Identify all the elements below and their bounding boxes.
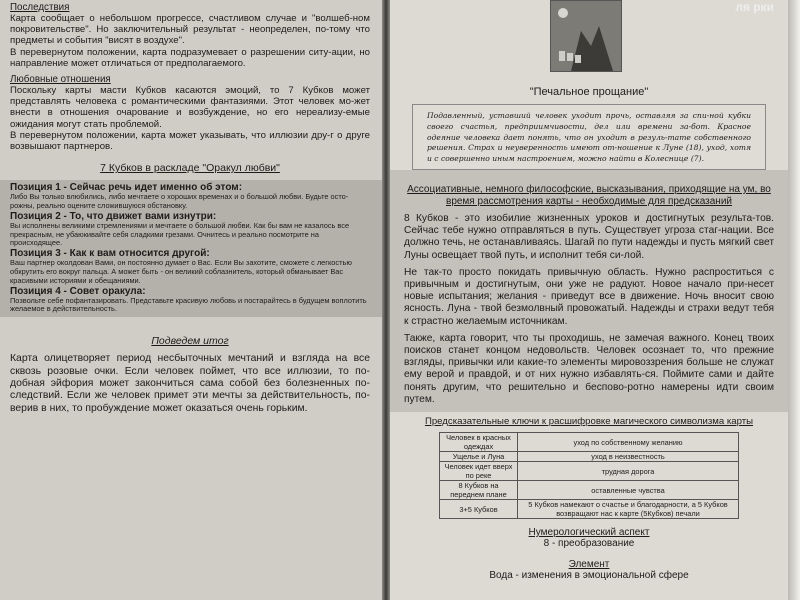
table-row [440,462,739,481]
section-heading-love: Любовные отношения [10,74,111,86]
position-2-title: Позиция 2 - То, что движет вами изнутри: [10,210,217,222]
position-3-title: Позиция 3 - Как к вам относится другой: [10,248,210,260]
position-4-text: Позвольте себе пофантазировать. Представьте красивую любовь и постарайтесь в будущем воплотить желаемое в действительность. [10,295,367,314]
associative-block [390,170,788,412]
card-quote: Подавленный, уставший человек уходит прочь, оставляя за спи-ной кубки своего счастья, предприимчивости, дел или времени за-бот. Красное одеяние человека дает понять, что он уходит в резуль-тате собственного решения. Страх и неуверенность имеют от-ношение к Луне (18), уход, хотя и с совершенно иным настроением, можно найти в Колеснице (7). [427,111,751,164]
table-cell: оставленные чувства [518,481,739,500]
paragraph-2: Не так-то просто покидать привычную область. Нужно распроститься с привычным и достигнутым, они уже не радуют. Новое начало при-несет новые испытания; желания - приведут все в движение. Ночь вносит свою ясность. Луна - твой безмолвный провожатый. Надежды и страхи ведут тебя к страстно желаемым источникам. [404,266,774,327]
left-page [0,0,382,600]
card-title: "Печальное прощание" [529,86,649,98]
section-text-reversed: В перевернутом положении, карта подразумевает о разрешении ситу-ации, но направление может отличаться от предполагаемого. [10,46,370,69]
element-title: Элемент [568,559,610,571]
positions-block [0,180,382,317]
position-4-title: Позиция 4 - Совет оракула: [10,285,146,297]
section-heading-consequences: Последствия [10,2,70,13]
summary-text: Карта олицетворяет период несбыточных мечтаний и взгляда на все сквозь розовые очки. Если человек поймет, что все иллюзии, то по-добная эйфория может закончиться сама собой без болезненных по-следствий. Если же человек примет эти мечты за действительность, по-верив в них, то пробуждение может оказаться очень горьким. [10,353,370,414]
keys-title: Предсказательные ключи к расшифровке магического символизма карты [424,416,754,428]
section-text-love: Поскольку карты масти Кубков касаются эмоций, то 7 Кубков может представлять человека с романтическими фантазиями. Этот человек мо-жет внести в отношения очарование и возбуждение, но его нереализу-емые ожидания могут стать проблемой. [10,85,370,130]
table-cell: 8 Кубков на переднем плане [440,481,518,500]
table-cell: уход в неизвестность [518,452,739,462]
associative-title: Ассоциативные, немного философские, высказывания, приходящие на ум, во время рассмотрения карты - необходимые для предсказаний [407,183,771,207]
section-text-consequences: Карта сообщает о небольшом прогрессе, счастливом случае и "волшеб-ном покровительстве". Но заключительный результат - неопределен, по-тому что предметы и события "висят в воздухе". [10,13,370,47]
table-cell: 3+5 Кубков [440,500,518,519]
table-row [440,452,739,462]
section-text-love-reversed: В перевернутом положении, карта может указывать, что иллюзии дру-г о друге возвышают партнеров. [10,129,370,153]
table-cell: 5 Кубков намекают о счастье и благодарности, а 5 Кубков возвращают нас к карте (5Кубков) печали [518,500,739,519]
page-edge [788,0,800,600]
page-header-fragment: ля рки [735,0,774,14]
element-value: Вода - изменения в эмоциональной сфере [489,570,689,582]
quote-frame [412,104,766,170]
layout-title: 7 Кубков в раскладе "Оракул любви" [100,162,280,175]
table-row [440,500,739,519]
table-cell: Ущелье и Луна [440,452,518,462]
paragraph-1: 8 Кубков - это изобилие жизненных уроков и достигнутых результа-тов. Сейчас тебе нужно отправляться в путь. Существует угроза стаг-нации. Все должно течь, не останавливаясь. Шагай по пути надежды и пусть мягкий свет Луны освещает твой путь, и исполнит тебя си-лой. [404,212,774,261]
tarot-card-image [550,0,622,72]
position-3-text: Ваш партнер околдован Вами, он постоянно думает о Вас. Если Вы захотите, сможете с легкостью обкрутить его вокруг пальца. А может быть - он великий соблазнитель, который обманывает Вас красивыми историями и обещаниями. [10,258,352,285]
summary-title: Подведем итог [151,335,229,348]
table-cell: Человек в красных одеждах [440,433,518,452]
symbolism-table [439,432,739,519]
position-1-text: Либо Вы только влюбились, либо мечтаете о хороших временах и о большой любви. Будьте осто-рожны, реально оцените сложившуюся обстановку. [10,192,349,211]
table-row [440,481,739,500]
numerology-title: Нумерологический аспект [528,527,650,539]
book-gutter [382,0,390,600]
position-1-title: Позиция 1 - Сейчас речь идет именно об этом: [10,182,243,194]
table-row [440,433,739,452]
numerology-value: 8 - преобразование [543,538,635,550]
position-2-text: Вы исполнены великими стремлениями и мечтаете о большой любви. Как бы вам не казалось все прекрасным, не убаюкивайте себя сладкими грезами. Очнитесь и реально посмотрите на происходящее. [10,220,350,248]
table-cell: уход по собственному желанию [518,433,739,452]
table-cell: трудная дорога [518,462,739,481]
paragraph-3: Также, карта говорит, что ты проходишь, не замечая важного. Конец твоих поисков станет концом недовольств. Человек осознает то, что прежние взгляды, привычки или какие-то элементы мировоззрения больше не служат ему верой и правдой, и от них нужно избавлять-ся. Поймите сами и дайте понять другим, что решительно и беспово-ротно намерены идти своим путем. [404,332,774,405]
right-page [390,0,788,600]
table-cell: Человек идет вверх по реке [440,462,518,481]
